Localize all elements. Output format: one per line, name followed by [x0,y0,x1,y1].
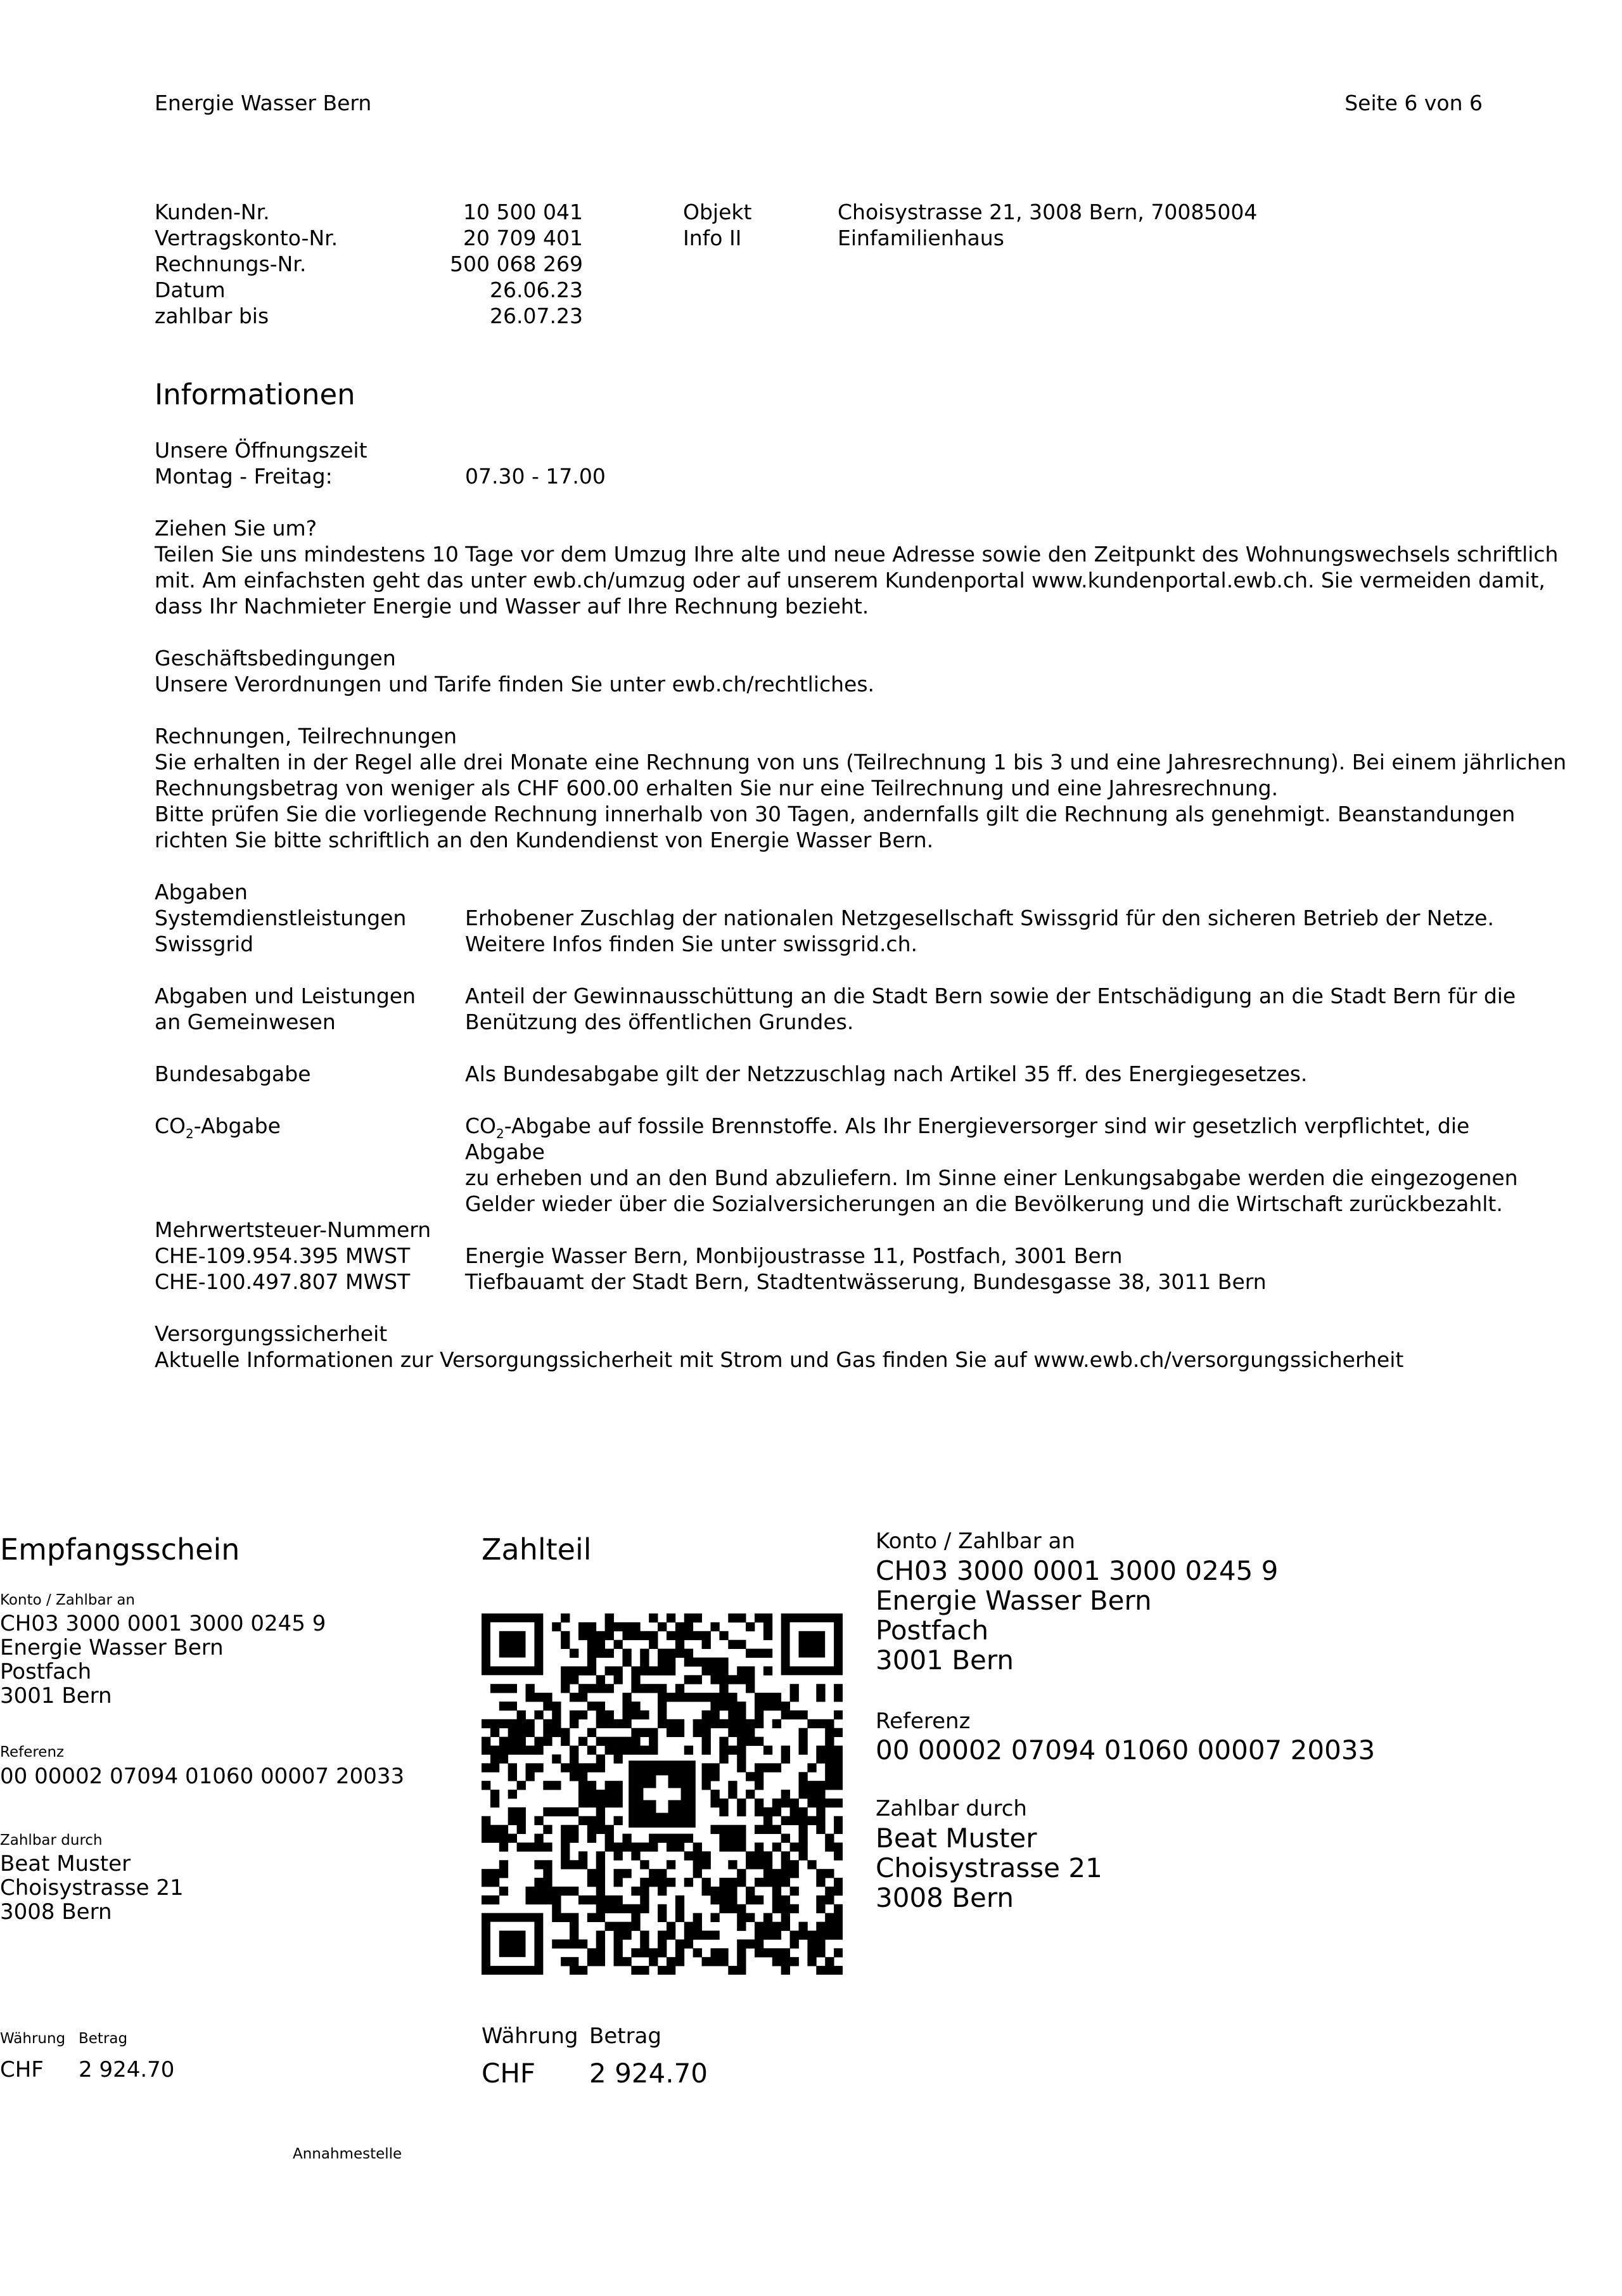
meta-label: Datum [155,278,226,302]
fee-label: an Gemeinwesen [155,1010,336,1034]
payment-account-line: 3001 Bern [876,1645,1014,1676]
meta-value: 26.06.23 [490,278,583,302]
meta-value: 20 709 401 [463,226,583,250]
fee-text: Gelder wieder über die Sozialversicherungen an die Bevölkerung und die Wirtschaft zurückbezahlt. [465,1191,1503,1216]
move-heading: Ziehen Sie um? [155,516,317,541]
vat-row [155,1269,1536,1295]
vat-heading: Mehrwertsteuer-Nummern [155,1217,431,1242]
payment-payer-line: Choisystrasse 21 [876,1852,1102,1883]
meta-label: Info II [683,226,742,250]
paragraph-line: mit. Am einfachsten geht das unter ewb.ch/umzug oder auf unserem Kundenportal www.kundenportal.ewb.ch. Sie vermeiden damit, [155,568,1545,593]
terms-section [155,645,1536,697]
payment-payer-line: 3008 Bern [876,1882,1014,1913]
qr-code [482,1613,843,1975]
receipt-account-line: Energie Wasser Bern [0,1635,224,1660]
opening-label: Montag - Freitag: [155,464,333,489]
meta-value: Einfamilienhaus [838,226,1004,250]
receipt-account-line: CH03 3000 0001 3000 0245 9 [0,1611,326,1636]
meta-label: zahlbar bis [155,304,269,328]
invoices-section [155,723,1567,853]
fee-text: Als Bundesabgabe gilt der Netzzuschlag nach Artikel 35 ff. des Energiegesetzes. [465,1061,1308,1086]
vat-row [155,1243,1536,1269]
paragraph-line: Sie erhalten in der Regel alle drei Monate eine Rechnung von uns (Teilrechnung 1 bis 3 und eine Jahresrechnung). Bei einem jährlichen [155,750,1567,774]
fee-text: zu erheben und an den Bund abzuliefern. Im Sinne einer Lenkungsabgabe werden die eingezogenen [465,1165,1518,1190]
vat-number: CHE-109.954.395 MWST [155,1243,411,1268]
security-section [155,1321,1536,1373]
payment-account-label: Konto / Zahlbar an [876,1529,1075,1554]
fee-text: $CO_2$-Abgabe auf fossile Brennstoffe. Als Ihr Energieversorger sind wir gesetzlich verpflichtet, die Abgabe [465,1113,1470,1164]
paragraph-line: Aktuelle Informationen zur Versorgungssicherheit mit Strom und Gas finden Sie auf www.ewb.ch/versorgungssicherheit [155,1347,1404,1372]
receipt-currency-label: Währung [0,2030,66,2047]
fee-text: Anteil der Gewinnausschüttung an die Stadt Bern sowie der Entschädigung an die Stadt Bern für die [465,984,1516,1008]
fee-row-swissgrid [155,905,1536,957]
payment-account-line: CH03 3000 0001 3000 0245 9 [876,1555,1279,1586]
meta-value: Choisystrasse 21, 3008 Bern, 70085004 [838,200,1258,224]
receipt-payer-line: Beat Muster [0,1851,131,1876]
receipt-account-label: Konto / Zahlbar an [0,1592,135,1608]
paragraph-line: Teilen Sie uns mindestens 10 Tage vor dem Umzug Ihre alte und neue Adresse sowie den Zeitpunkt des Wohnungswechsels schriftlich [155,542,1559,567]
receipt-account-line: Postfach [0,1659,92,1684]
payment-payer-line: Beat Muster [876,1823,1037,1854]
receipt-acceptance-point: Annahmestelle [293,2146,402,2162]
payment-title: Zahlteil [482,1532,592,1567]
receipt-title: Empfangsschein [0,1532,240,1567]
fee-label: Swissgrid [155,932,254,956]
vat-company: Tiefbauamt der Stadt Bern, Stadtentwässerung, Bundesgasse 38, 3011 Bern [465,1269,1267,1294]
receipt-amount: 2 924.70 [79,2057,175,2082]
vat-number: CHE-100.497.807 MWST [155,1269,411,1294]
paragraph-line: Rechnungsbetrag von weniger als CHF 600.00 erhalten Sie nur eine Teilrechnung und eine Jahresrechnung. [155,776,1279,800]
security-heading: Versorgungssicherheit [155,1321,388,1346]
receipt-currency: CHF [0,2057,44,2082]
payment-reference-label: Referenz [876,1709,971,1734]
meta-value: 26.07.23 [490,304,583,328]
fee-row-community [155,983,1536,1035]
move-section [155,515,1559,619]
receipt-account-line: 3001 Bern [0,1683,112,1709]
invoices-heading: Rechnungen, Teilrechnungen [155,724,457,748]
paragraph-line: Unsere Verordnungen und Tarife finden Sie unter ewb.ch/rechtliches. [155,672,875,696]
meta-label: Rechnungs-Nr. [155,252,307,276]
meta-value: 10 500 041 [463,200,583,224]
payment-currency: CHF [482,2058,536,2089]
paragraph-line: richten Sie bitte schriftlich an den Kundendienst von Energie Wasser Bern. [155,828,934,852]
payment-payer-label: Zahlbar durch [876,1796,1027,1821]
fee-text: Weitere Infos finden Sie unter swissgrid.ch. [465,932,917,956]
meta-value: 500 068 269 [450,252,583,276]
fee-label: Abgaben und Leistungen [155,984,416,1008]
receipt-payer-label: Zahlbar durch [0,1832,103,1849]
header-company: Energie Wasser Bern [155,91,372,115]
fee-text: Benützung des öffentlichen Grundes. [465,1010,854,1034]
receipt-reference: 00 00002 07094 01060 00007 20033 [0,1764,405,1789]
paragraph-line: Bitte prüfen Sie die vorliegende Rechnung innerhalb von 30 Tagen, andernfalls gilt die Rechnung als genehmigt. Beanstandungen [155,802,1516,826]
terms-heading: Geschäftsbedingungen [155,646,396,670]
fee-row-co2 [155,1113,1536,1216]
fee-text: Erhobener Zuschlag der nationalen Netzgesellschaft Swissgrid für den sicheren Betrieb der Netze. [465,906,1494,930]
payment-account-line: Energie Wasser Bern [876,1585,1152,1616]
receipt-payer-line: Choisystrasse 21 [0,1875,184,1901]
fee-row-federal [155,1061,1536,1087]
payment-amount-label: Betrag [589,2023,661,2049]
receipt-reference-label: Referenz [0,1744,65,1760]
section-title: Informationen [155,378,355,411]
receipt-amount-label: Betrag [79,2030,128,2047]
opening-heading: Unsere Öffnungszeit [155,438,367,463]
meta-label: Vertragskonto-Nr. [155,226,338,250]
fee-label: Systemdienstleistungen [155,906,407,930]
meta-label: Kunden-Nr. [155,200,270,224]
payment-amount: 2 924.70 [589,2058,708,2089]
payment-account-line: Postfach [876,1615,989,1646]
fees-heading: Abgaben [155,880,248,904]
fee-label-co2: $CO_2$-Abgabe [155,1113,281,1141]
opening-hours: 07.30 - 17.00 [465,464,606,489]
header-page-number: Seite 6 von 6 [1344,91,1483,115]
fee-label: Bundesabgabe [155,1061,311,1086]
receipt-payer-line: 3008 Bern [0,1899,112,1925]
payment-reference: 00 00002 07094 01060 00007 20033 [876,1735,1376,1766]
vat-company: Energie Wasser Bern, Monbijoustrasse 11, Postfach, 3001 Bern [465,1243,1123,1268]
meta-label: Objekt [683,200,752,224]
payment-currency-label: Währung [482,2023,578,2049]
paragraph-line: dass Ihr Nachmieter Energie und Wasser auf Ihre Rechnung bezieht. [155,594,869,619]
